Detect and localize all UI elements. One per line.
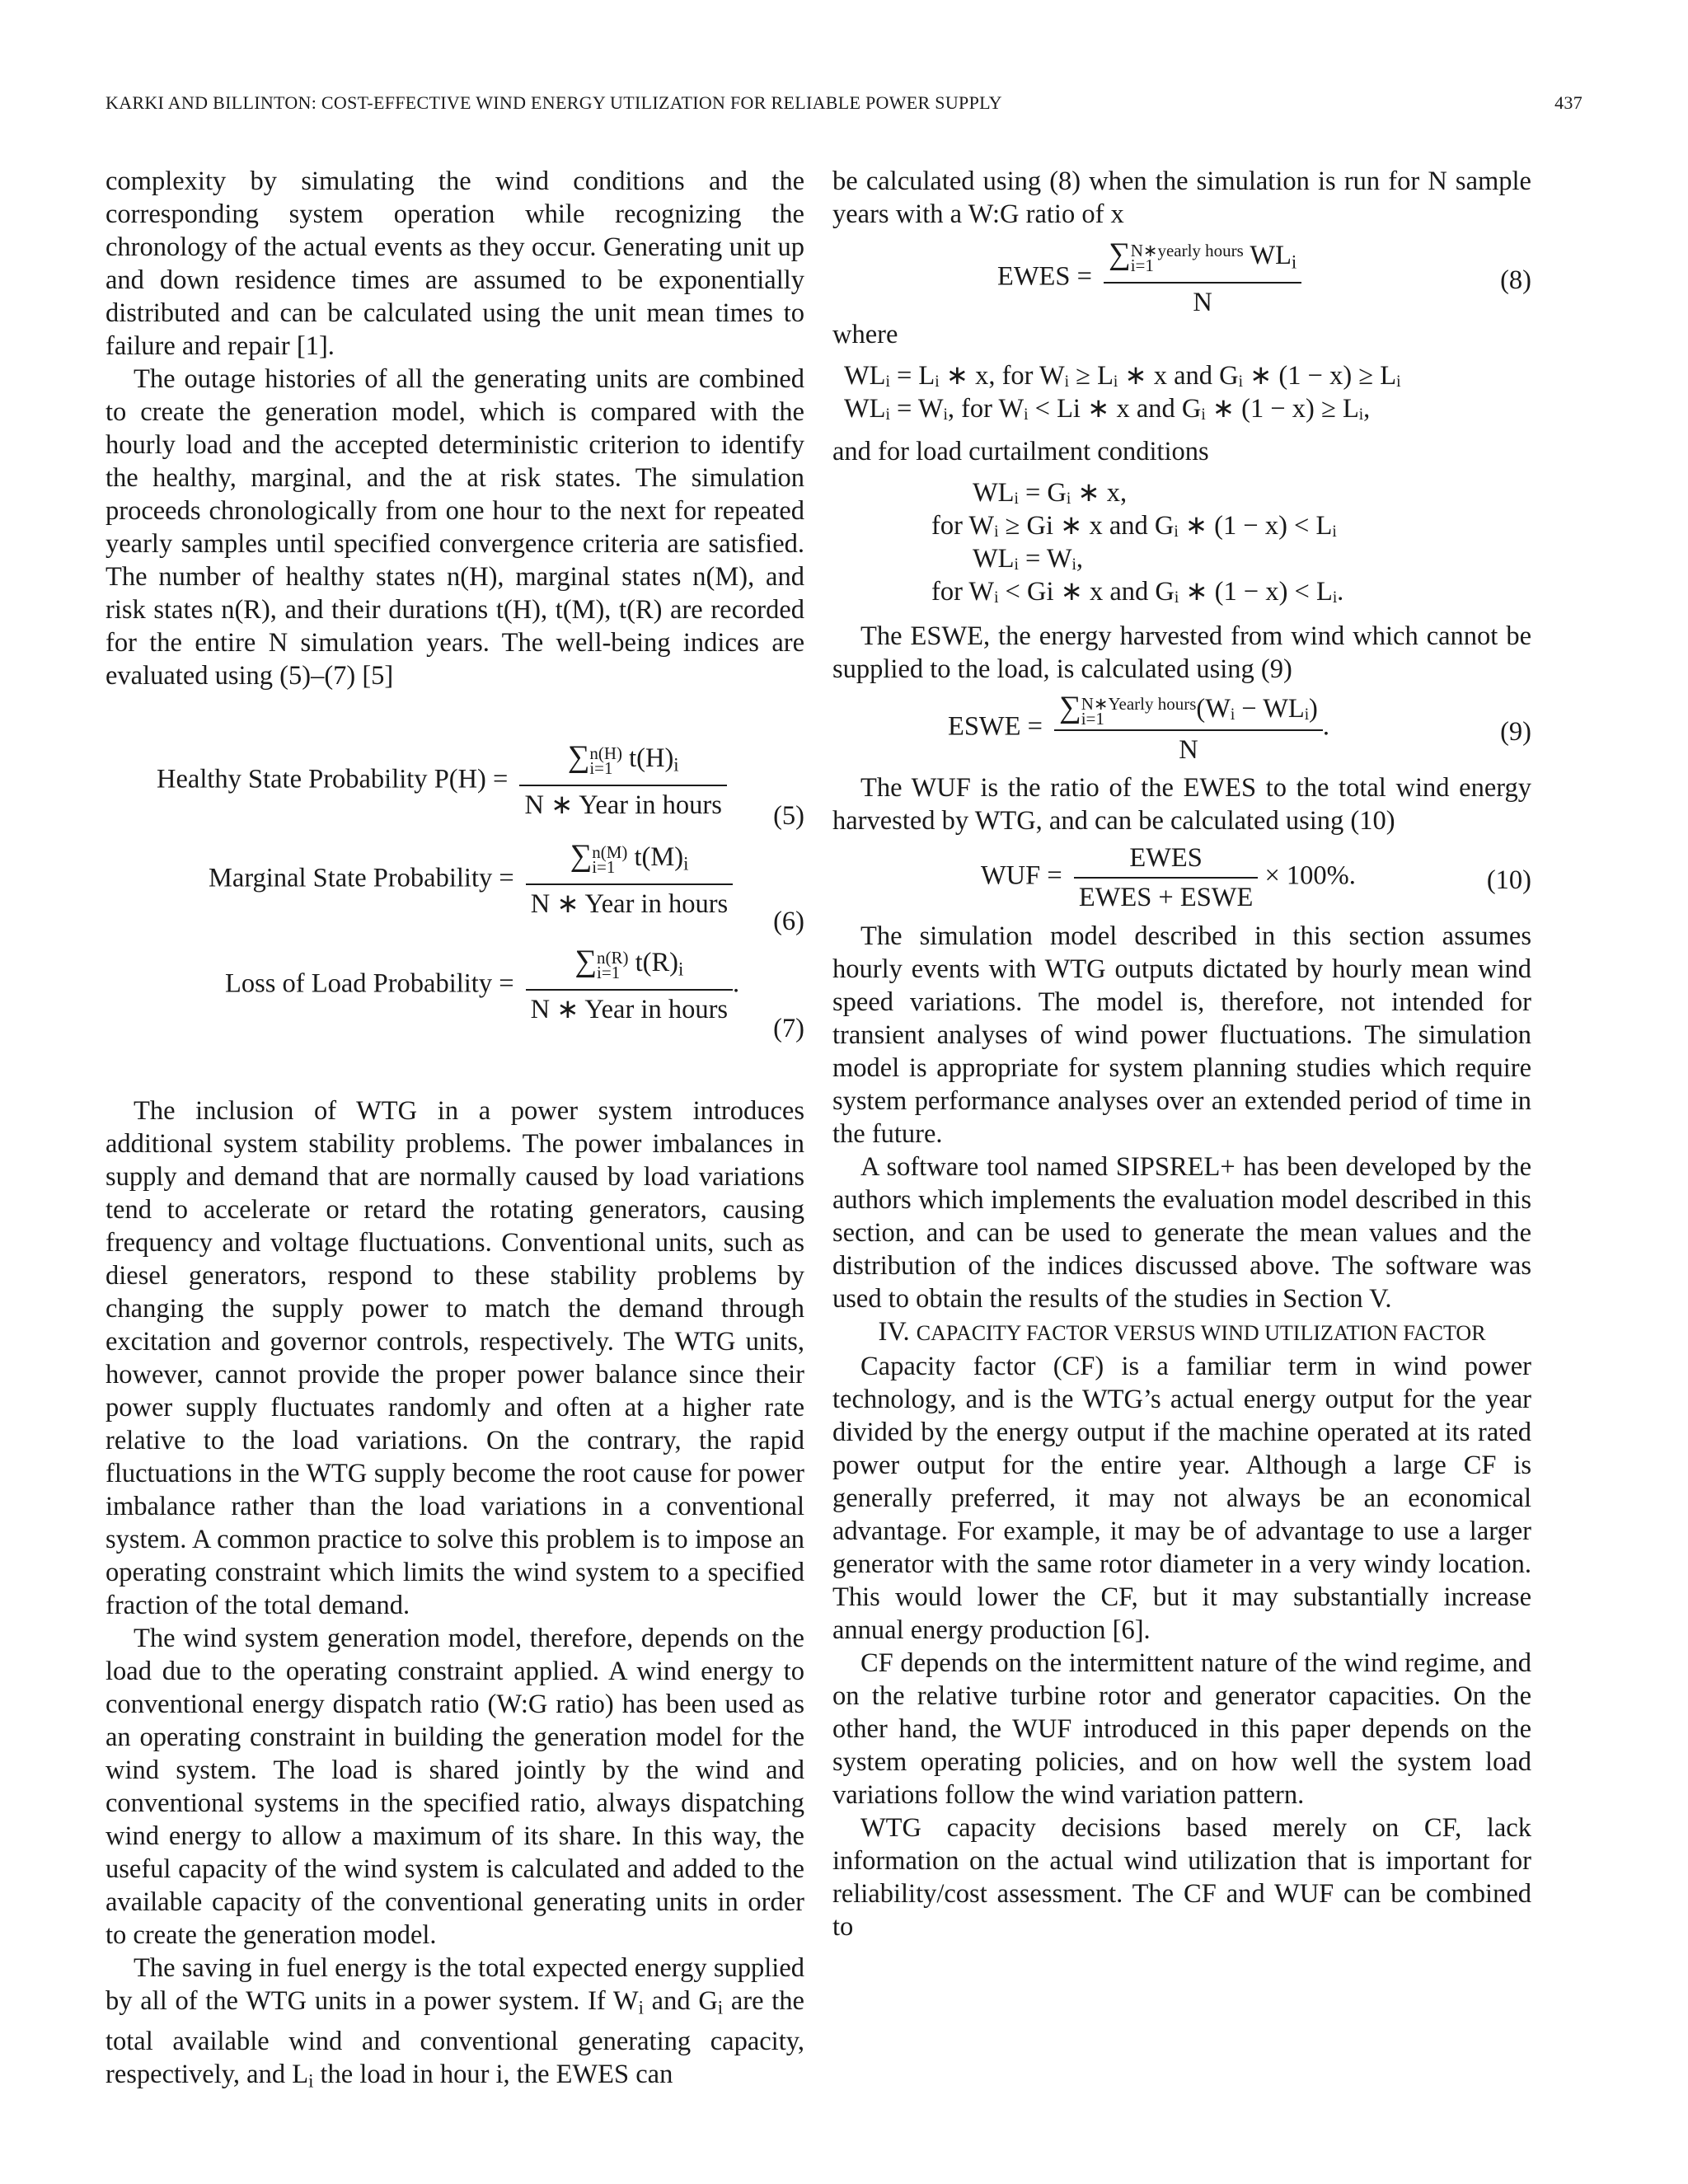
equation-number: (9) (1500, 717, 1531, 747)
paragraph: The outage histories of all the generating units are combined to create the generation model, which is compared with the hourly load and the accepted deterministic criterion to identify the healthy, marginal, and the at risk states. The simulation proceeds chronologically from one hour to the next for repeated yearly samples until specified convergence criteria are satisfied. The number of healthy states n(H), marginal states n(M), and risk states n(R), and their durations t(H), t(M), t(R) are recorded for the entire N simulation years. The well-being indices are evaluated using (5)–(7) [5] (106, 364, 805, 691)
section-heading: IV. CAPACITY FACTOR VERSUS WIND UTILIZATION FACTOR (878, 1317, 1486, 1347)
paragraph: Capacity factor (CF) is a familiar term in wind power technology, and is the WTG’s actual energy output for the year divided by the energy output if the machine operated at its rated power output for the entire year. Although a large CF is generally preferred, it may not always be an economical advantage. For example, it may be of advantage to use a larger generator with the same rotor diameter in a very windy location. This would lower the CF, but it may substantially increase annual energy production [6]. (832, 1352, 1531, 1645)
equation-number: (6) (773, 907, 804, 936)
paragraph: The ESWE, the energy harvested from wind which cannot be supplied to the load, is calculated using (9) (832, 621, 1531, 684)
equation-7: Loss of Load Probability = ∑ n(R) i=1 $t(R)_i$ N ∗ Year in hours . (7) (225, 944, 804, 1043)
paragraph: CF depends on the intermittent nature of the wind regime, and on the relative turbine rotor and generator capacities. On the other hand, the WUF introduced in this paper depends on the system operating policies, and on how well the system load variations follow the wind variation pattern. (832, 1648, 1531, 1810)
equation-5: Healthy State Probability P(H) = ∑ n(H) i=1 $t(H)_i$ N ∗ Year in hours (5) (157, 740, 804, 831)
right-column (832, 165, 1531, 1943)
paragraph: The wind system generation model, therefore, depends on the load due to the operating constraint applied. A wind energy to conventional energy dispatch ratio (W:G ratio) has been used as an operating constraint in building the generation model for the wind system. The load is shared jointly by the wind and conventional systems in the specified ratio, always dispatching wind energy to allow a maximum of its share. In this way, the useful capacity of the wind system is calculated and added to the available capacity of the conventional generating units in order to create the generation model. (106, 1624, 804, 1950)
where-label: where (832, 320, 898, 349)
paragraph: complexity by simulating the wind conditions and the corresponding system operation while recognizing the chronology of the actual events as they occur. Generating unit up and down residence times are assumed to be exponentially distributed and can be calculated using the unit mean times to failure and repair [1]. (106, 166, 804, 361)
paragraph: WTG capacity decisions based merely on CF, lack information on the actual wind utilization that is important for reliability/cost assessment. The CF and WUF can be combined to (832, 1813, 1531, 1942)
paragraph: The simulation model described in this section assumes hourly events with WTG outputs dictated by hourly mean wind speed variations. The model is, therefore, not intended for transient analyses of wind power fluctuations. The simulation model is appropriate for system planning studies which require system performance analyses over an extended period of time in the future. (832, 921, 1531, 1149)
paragraph: be calculated using (8) when the simulation is run for N sample years with a W:G ratio of x (832, 166, 1531, 229)
paragraph: The WUF is the ratio of the EWES to the total wind energy harvested by WTG, and can be calculated using (10) (832, 773, 1531, 836)
paragraph: The saving in fuel energy is the total expected energy supplied by all of the WTG units in a power system. If $W_i$ and $G_i$ are the total available wind and conventional generating capacity, respectively, and $L_i$ the load in hour i, the EWES can (106, 1953, 804, 2092)
equation-number: (5) (773, 801, 804, 831)
condition-line: for Wᵢ ≥ Gi ∗ x and Gᵢ ∗ (1 − x) < Lᵢ (931, 511, 1337, 541)
equation-number: (8) (1500, 265, 1531, 295)
equation-8: EWES = ∑ N∗yearly hours i=1 $WL_i$ N (8) (997, 237, 1531, 317)
running-head (106, 92, 1582, 115)
condition-line: for Wᵢ < Gi ∗ x and Gᵢ ∗ (1 − x) < Lᵢ. (931, 577, 1344, 607)
condition-line: WLᵢ = Gᵢ ∗ x, (973, 478, 1128, 508)
paragraph: The inclusion of WTG in a power system introduces additional system stability problems. The power imbalances in supply and demand that are normally caused by load variations tend to accelerate or retard the rotating generators, causing frequency and voltage fluctuations. Conventional units, such as diesel generators, respond to these stability problems by changing the supply power to match the demand through excitation and governor controls, respectively. The WTG units, however, cannot provide the proper power balance since their power supply fluctuates randomly and often at a higher rate relative to the load variations. On the contrary, the rapid fluctuations in the WTG supply become the root cause for power imbalance rather than the load variations in a conventional system. A common practice to solve this problem is to impose an operating constraint which limits the wind system to a specified fraction of the total demand. (106, 1096, 804, 1620)
paragraph: A software tool named SIPSREL+ has been developed by the authors which implements the evaluation model described in this section, and can be used to generate the mean values and the distribution of the indices discussed above. The software was used to obtain the results of the studies in Section V. (832, 1152, 1531, 1314)
left-column (106, 165, 804, 2097)
running-title: KARKI AND BILLINTON: COST-EFFECTIVE WIND ENERGY UTILIZATION FOR RELIABLE POWER SUPPLY (106, 92, 1002, 113)
condition-line: WLᵢ = Wᵢ, (973, 544, 1083, 574)
paragraph: and for load curtailment conditions (832, 437, 1209, 466)
equation-number: (7) (773, 1014, 804, 1043)
equation-6: Marginal State Probability = ∑ n(M) i=1 $t(M)_i$ N ∗ Year in hours (6) (209, 839, 804, 936)
equation-number: (10) (1486, 865, 1531, 895)
equation-9: ESWE = ∑ N∗Yearly hours i=1 (Wᵢ − WLᵢ) N . (9) (948, 691, 1531, 765)
condition-line: WLᵢ = Lᵢ ∗ x, for Wᵢ ≥ Lᵢ ∗ x and Gᵢ ∗ (1 − x) ≥ Lᵢ (844, 361, 1401, 391)
page-number: 437 (1554, 92, 1582, 113)
equation-10: WUF = $\frac{\text{EWES}}{\text{EWES + ESWE}}$ × 100%. (10) (981, 843, 1531, 912)
condition-line: WLᵢ = Wᵢ, for Wᵢ < Li ∗ x and Gᵢ ∗ (1 − x) ≥ Lᵢ, (844, 394, 1371, 424)
